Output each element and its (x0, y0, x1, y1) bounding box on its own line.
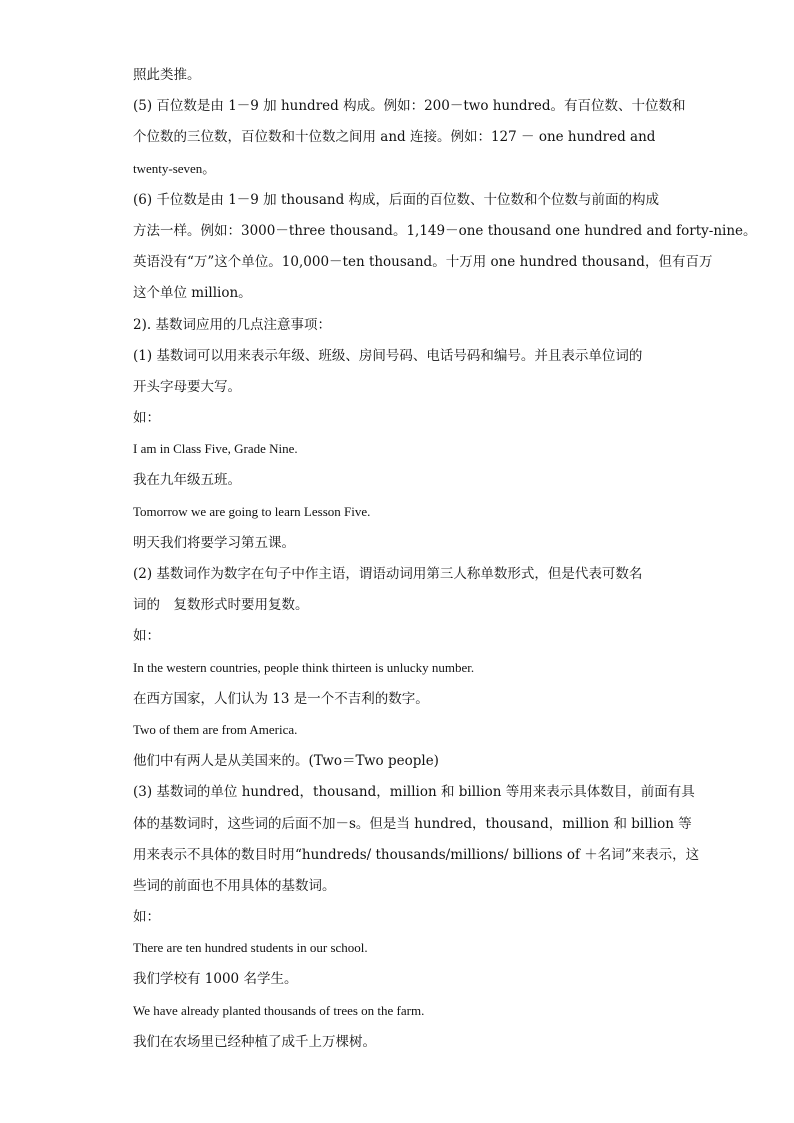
example-sentence: In the western countries, people think thirteen is unlucky number. (133, 659, 475, 675)
text-line: (2) 基数词作为数字在句子中作主语，谓语动词用第三人称单数形式，但是代表可数名 (133, 566, 643, 582)
text-line: (6) 千位数是由 1－9 加 thousand 构成，后面的百位数、十位数和个位数与前面的构成 (133, 191, 660, 208)
example-sentence: There are ten hundred students in our school. (133, 940, 368, 956)
text-line: 个位数的三位数，百位数和十位数之间用 and 连接。例如：127 － one hundred and (133, 129, 656, 146)
document-body (133, 63, 757, 1061)
example-sentence: We have already planted thousands of trees on the farm. (133, 1002, 425, 1018)
text-line: 词的 复数形式时要用复数。 (133, 597, 309, 614)
section-heading: 2). 基数词应用的几点注意事项： (133, 316, 331, 333)
text-line: 照此类推。 (133, 67, 201, 83)
text-line: 开头字母要大写。 (133, 378, 241, 395)
example-sentence: I am in Class Five, Grade Nine. (133, 441, 298, 457)
example-translation: 明天我们将要学习第五课。 (133, 534, 295, 551)
text-line: 些词的前面也不用具体的基数词。 (133, 877, 336, 894)
example-translation: 在西方国家，人们认为 13 是一个不吉利的数字。 (133, 690, 429, 707)
example-label: 如： (133, 909, 160, 926)
text-line: twenty-seven。 (133, 160, 216, 176)
text-line: 方法一样。例如：3000－three thousand。1,149－one thousand one hundred and forty-nine。 (133, 222, 757, 239)
text-line: 用来表示不具体的数目时用“hundreds/ thousands/millions/ billions of ＋名词”来表示，这 (133, 846, 700, 863)
text-line: (3) 基数词的单位 hundred，thousand，million 和 billion 等用来表示具体数目，前面有具 (133, 784, 695, 801)
example-sentence: Tomorrow we are going to learn Lesson Five. (133, 503, 371, 519)
example-translation: 我们在农场里已经种植了成千上万棵树。 (133, 1033, 376, 1050)
text-line: (1) 基数词可以用来表示年级、班级、房间号码、电话号码和编号。并且表示单位词的 (133, 347, 643, 364)
text-line: 英语没有“万”这个单位。10,000－ten thousand。十万用 one hundred thousand，但有百万 (133, 254, 713, 271)
example-translation: 他们中有两人是从美国来的。(Two＝Two people) (133, 753, 439, 770)
example-translation: 我在九年级五班。 (133, 472, 241, 489)
example-label: 如： (133, 628, 160, 645)
example-label: 如： (133, 410, 160, 427)
text-line: (5) 百位数是由 1－9 加 hundred 构成。例如：200－two hundred。有百位数、十位数和 (133, 98, 686, 115)
text-line: 这个单位 million。 (133, 285, 252, 302)
example-translation: 我们学校有 1000 名学生。 (133, 971, 298, 988)
example-sentence: Two of them are from America. (133, 721, 298, 737)
text-line: 体的基数词时，这些词的后面不加－s。但是当 hundred，thousand，million 和 billion 等 (133, 815, 692, 832)
